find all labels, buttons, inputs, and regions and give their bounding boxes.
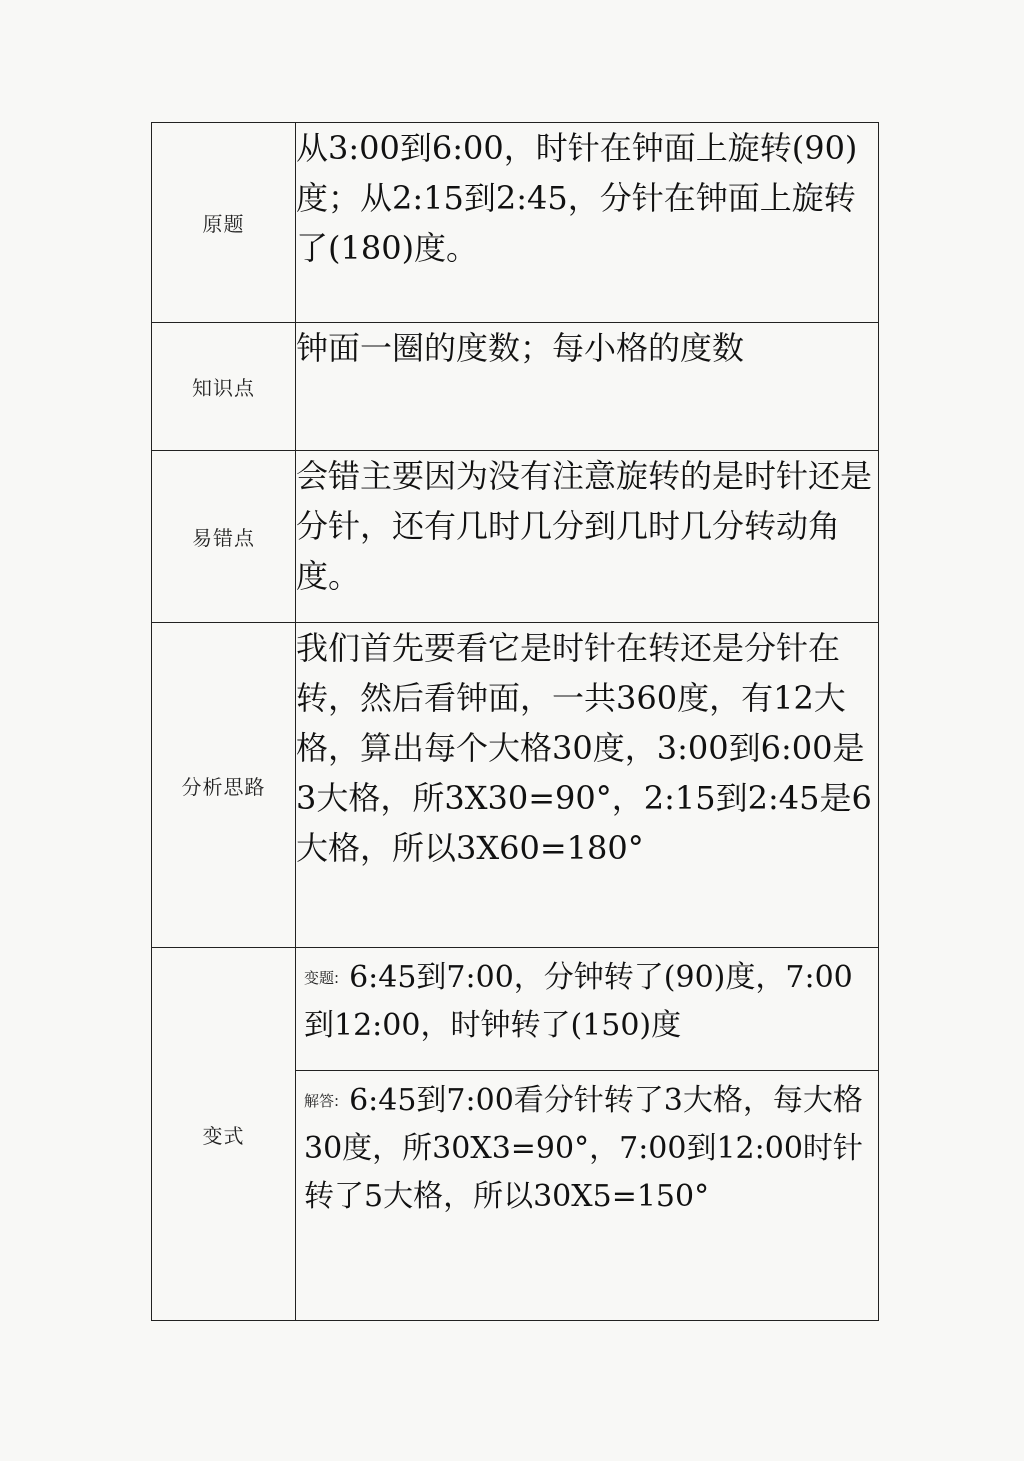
variant-question [296, 948, 878, 1071]
variant-answer-label: 解答: [304, 1092, 340, 1110]
content-analysis: 我们首先要看它是时针在转还是分针在转，然后看钟面，一共360度，有12大格，算出每个大格30度，3:00到6:00是3大格，所3X30=90°，2:15到2:45是6大格，所以3X60=180° [296, 623, 879, 948]
variant-answer [296, 1071, 878, 1293]
variant-answer-text: 6:45到7:00看分针转了3大格，每大格30度，所30X3=90°，7:00到12:00时针转了5大格，所以30X5=150° [304, 1083, 863, 1214]
label-pitfall: 易错点 [152, 451, 296, 623]
row-variant [152, 948, 879, 1321]
content-original: 从3:00到6:00，时针在钟面上旋转(90)度；从2:15到2:45，分针在钟面上旋转了(180)度。 [296, 123, 879, 323]
error-analysis-table [151, 122, 879, 1321]
variant-question-text: 6:45到7:00，分钟转了(90)度，7:00到12:00，时钟转了(150)度 [304, 960, 853, 1043]
label-variant: 变式 [152, 948, 296, 1321]
row-original [152, 123, 879, 323]
content-variant [296, 948, 879, 1321]
content-knowledge: 钟面一圈的度数；每小格的度数 [296, 323, 879, 451]
row-analysis [152, 623, 879, 948]
variant-question-label: 变题: [304, 969, 340, 987]
label-original: 原题 [152, 123, 296, 323]
row-knowledge [152, 323, 879, 451]
content-pitfall: 会错主要因为没有注意旋转的是时针还是分针，还有几时几分到几时几分转动角度。 [296, 451, 879, 623]
label-knowledge: 知识点 [152, 323, 296, 451]
row-pitfall [152, 451, 879, 623]
label-analysis: 分析思路 [152, 623, 296, 948]
